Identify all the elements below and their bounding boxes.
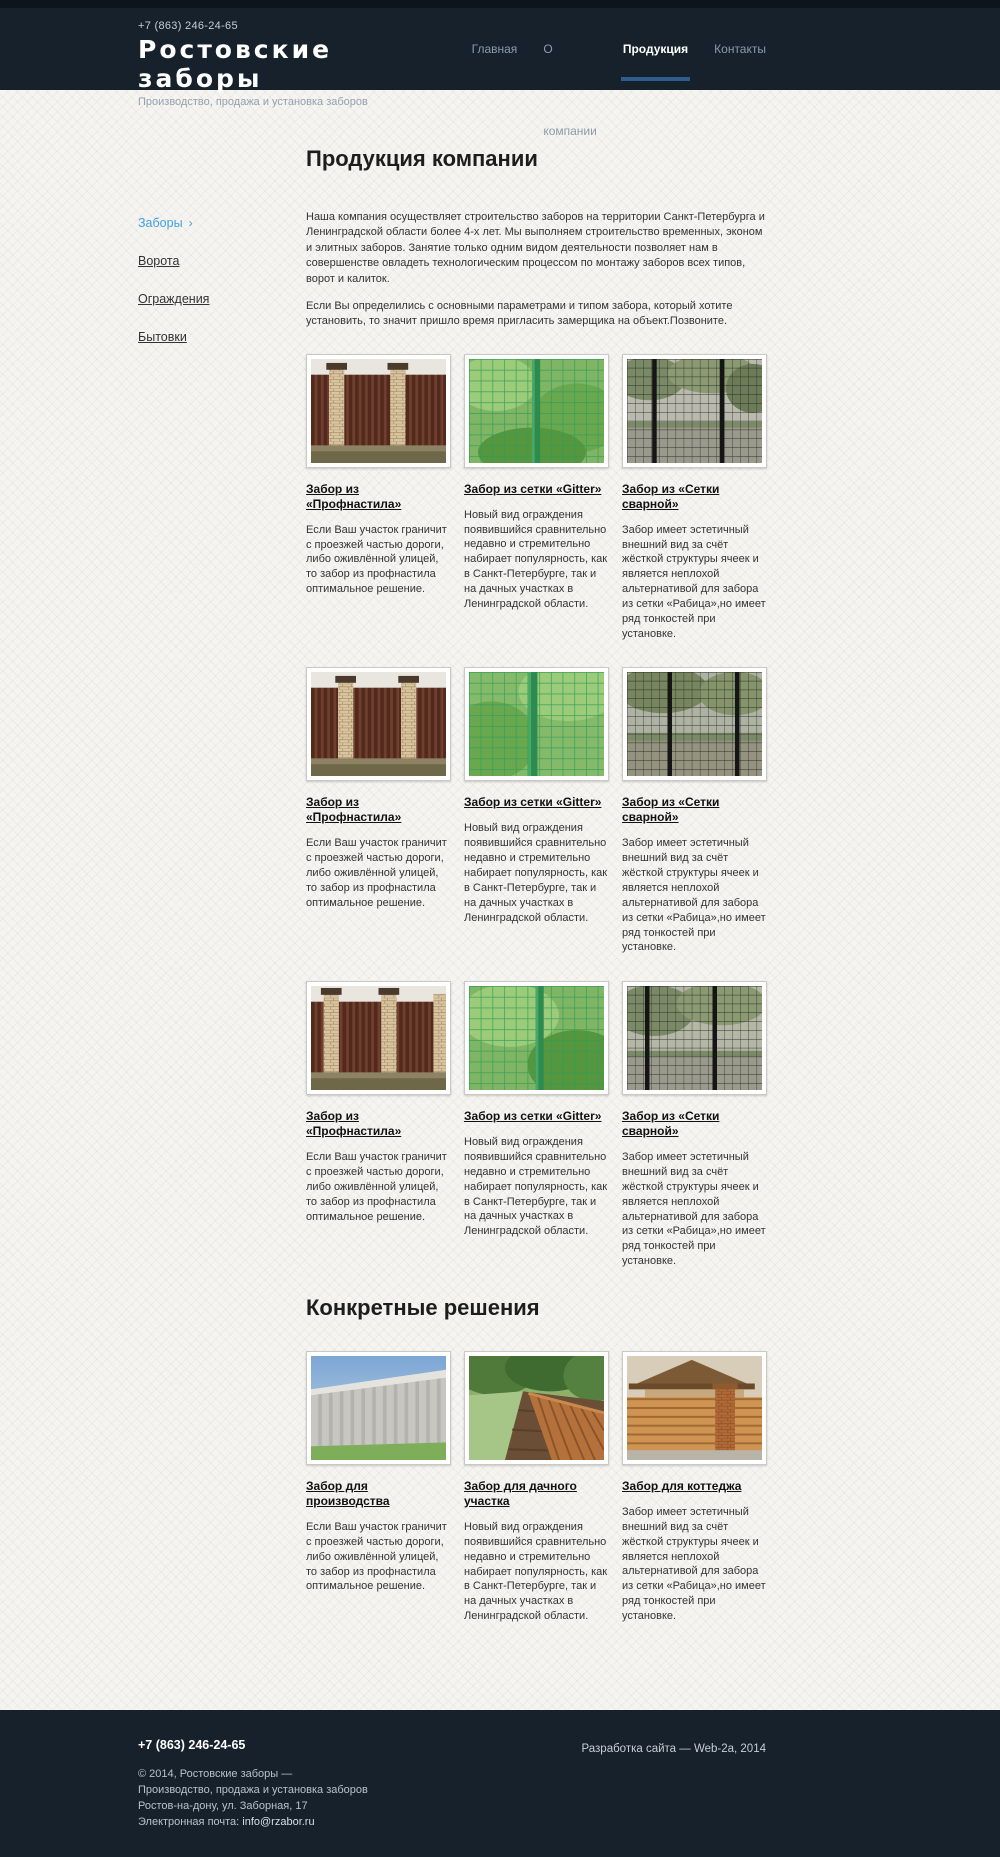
gitter-mesh-fence-image[interactable] bbox=[464, 667, 609, 781]
solutions-row bbox=[306, 1351, 766, 1624]
intro-paragraph: Наша компания осуществляет строительство заборов на территории Санкт-Петербурга и Ленинградской области более 4-х лет. Мы выполняем строительство временных, эконом и элитных заборов. Занятие только одним видом деятельности позволяет нам в совершенстве овладеть технологическим процессом по монтажу заборов всех типов, ворот и калиток. bbox=[306, 211, 765, 285]
product-description: Если Ваш участок граничит с проезжей частью дороги, либо оживлённой улицей, то забор из профнастила оптимальное решение. bbox=[306, 523, 447, 596]
product-card bbox=[464, 981, 609, 1269]
sidebar-item-fences[interactable] bbox=[138, 212, 306, 234]
product-card bbox=[622, 354, 767, 642]
copyright-line: © 2014, Ростовские заборы — bbox=[138, 1767, 293, 1780]
concrete-fence-illustration bbox=[311, 1356, 446, 1460]
product-title-link[interactable]: Забор из сетки «Gitter» bbox=[464, 481, 602, 496]
product-title-link[interactable]: Забор из «Профнастила» bbox=[306, 1109, 402, 1139]
nav-item-contacts[interactable]: Контакты bbox=[714, 42, 766, 56]
solution-title-link[interactable]: Забор для производства bbox=[306, 1478, 390, 1508]
email-link[interactable]: info@rzabor.ru bbox=[242, 1815, 315, 1828]
site-tagline: Производство, продажа и установка заборов bbox=[138, 96, 368, 108]
solution-title-link[interactable]: Забор для дачного участка bbox=[464, 1478, 577, 1508]
footer-left bbox=[138, 1738, 368, 1831]
garden-fence-illustration bbox=[469, 1356, 604, 1460]
gitter-mesh-fence-image[interactable] bbox=[464, 354, 609, 468]
site-logo[interactable]: Ростовские заборы bbox=[138, 35, 333, 93]
product-card bbox=[306, 354, 451, 642]
sidebar-item-gates[interactable]: Ворота bbox=[138, 254, 180, 268]
product-description: Забор имеет эстетичный внешний вид за счёт жёсткой структуры ячеек и является неплохой альтернативой для забора из сетки «Рабица»,но имеет ряд тонкостей при установке. bbox=[622, 1151, 766, 1268]
welded-mesh-fence-illustration bbox=[627, 986, 762, 1090]
product-row bbox=[306, 981, 766, 1269]
profnastil-fence-image[interactable] bbox=[306, 667, 451, 781]
copyright-line: Ростов-на-дону, ул. Заборная, 17 bbox=[138, 1799, 308, 1812]
product-card bbox=[306, 981, 451, 1269]
solution-title-link[interactable]: Забор для коттеджа bbox=[622, 1478, 742, 1493]
sidebar-item-enclosures[interactable]: Ограждения bbox=[138, 292, 210, 306]
product-description: Забор имеет эстетичный внешний вид за счёт жёсткой структуры ячеек и является неплохой альтернативой для забора из сетки «Рабица»,но имеет ряд тонкостей при установке. bbox=[622, 837, 766, 954]
sidebar-item-cabins[interactable]: Бытовки bbox=[138, 330, 187, 344]
nav-item-home[interactable]: Главная bbox=[471, 42, 518, 56]
welded-mesh-fence-illustration bbox=[627, 672, 762, 776]
product-description: Новый вид ограждения появившийся сравнительно недавно и стремительно набирает популярность, как в Санкт-Петербурге, так и на дачных участках в Ленинградской области. bbox=[464, 822, 608, 924]
product-card bbox=[622, 981, 767, 1269]
intro-paragraph: Если Вы определились с основными параметрами и типом забора, который хотите установить, то значит пришло время пригласить замерщика на объект.Позвоните. bbox=[306, 299, 733, 328]
garden-wooden-fence-image[interactable] bbox=[464, 1351, 609, 1465]
page-title: Продукция компании bbox=[306, 146, 538, 171]
developer-credits: Разработка сайта — Web-2a, 2014 bbox=[581, 1742, 766, 1755]
product-row bbox=[306, 354, 766, 642]
product-card bbox=[622, 667, 767, 955]
gitter-mesh-fence-image[interactable] bbox=[464, 981, 609, 1095]
profnastil-fence-image[interactable] bbox=[306, 981, 451, 1095]
concrete-fence-image[interactable] bbox=[306, 1351, 451, 1465]
product-description: Если Ваш участок граничит с проезжей частью дороги, либо оживлённой улицей, то забор из профнастила оптимальное решение. bbox=[306, 837, 447, 909]
footer-phone: +7 (863) 246-24-65 bbox=[138, 1737, 246, 1752]
solutions-title: Конкретные решения bbox=[306, 1294, 540, 1320]
intro-text bbox=[306, 210, 766, 330]
footer-copyright bbox=[138, 1767, 368, 1831]
product-title-link[interactable]: Забор из «Сетки сварной» bbox=[622, 1109, 720, 1139]
product-title-link[interactable]: Забор из сетки «Gitter» bbox=[464, 795, 602, 810]
profnastil-fence-illustration bbox=[311, 359, 446, 463]
profnastil-fence-illustration bbox=[311, 986, 446, 1090]
product-title-link[interactable]: Забор из «Сетки сварной» bbox=[622, 795, 720, 825]
product-title-link[interactable]: Забор из «Сетки сварной» bbox=[622, 481, 720, 511]
product-description: Новый вид ограждения появившийся сравнительно недавно и стремительно набирает популярность, как в Санкт-Петербурге, так и на дачных участках в Ленинградской области. bbox=[464, 508, 608, 610]
welded-mesh-fence-image[interactable] bbox=[622, 667, 767, 781]
welded-mesh-fence-image[interactable] bbox=[622, 981, 767, 1095]
product-row bbox=[306, 667, 766, 955]
cottage-fence-image[interactable] bbox=[622, 1351, 767, 1465]
product-title-link[interactable]: Забор из сетки «Gitter» bbox=[464, 1109, 602, 1124]
cottage-fence-illustration bbox=[627, 1356, 762, 1460]
gitter-fence-illustration bbox=[469, 359, 604, 463]
profnastil-fence-illustration bbox=[311, 672, 446, 776]
product-title-link[interactable]: Забор из «Профнастила» bbox=[306, 481, 402, 511]
site-header bbox=[0, 8, 1000, 138]
brand-block bbox=[138, 8, 446, 108]
welded-mesh-fence-image[interactable] bbox=[622, 354, 767, 468]
solution-card bbox=[464, 1351, 609, 1624]
product-card bbox=[464, 354, 609, 642]
top-strip bbox=[0, 0, 1000, 8]
solution-description: Новый вид ограждения появившийся сравнительно недавно и стремительно набирает популярность, как в Санкт-Петербурге, так и на дачных участках в Ленинградской области. bbox=[464, 1520, 608, 1623]
sidebar-menu bbox=[138, 210, 306, 1650]
nav-item-products[interactable]: Продукция bbox=[623, 8, 688, 90]
product-description: Если Ваш участок граничит с проезжей частью дороги, либо оживлённой улицей, то забор из профнастила оптимальное решение. bbox=[306, 1151, 447, 1223]
gitter-fence-illustration bbox=[469, 986, 604, 1090]
main-nav bbox=[446, 8, 766, 138]
gitter-fence-illustration bbox=[469, 672, 604, 776]
site-footer bbox=[0, 1710, 1000, 1857]
solution-description: Если Ваш участок граничит с проезжей частью дороги, либо оживлённой улицей, то забор из профнастила оптимальное решение. bbox=[306, 1520, 447, 1593]
chevron-right-icon: › bbox=[188, 216, 193, 230]
product-title-link[interactable]: Забор из «Профнастила» bbox=[306, 795, 402, 825]
profnastil-fence-image[interactable] bbox=[306, 354, 451, 468]
solution-card bbox=[622, 1351, 767, 1624]
product-card bbox=[306, 667, 451, 955]
welded-mesh-fence-illustration bbox=[627, 359, 762, 463]
nav-item-about[interactable]: О компании bbox=[543, 42, 597, 138]
copyright-line: Производство, продажа и установка заборов bbox=[138, 1783, 368, 1796]
solution-description: Забор имеет эстетичный внешний вид за счёт жёсткой структуры ячеек и является неплохой альтернативой для забора из сетки «Рабица»,но имеет ряд тонкостей при установке. bbox=[622, 1505, 766, 1622]
product-description: Новый вид ограждения появившийся сравнительно недавно и стремительно набирает популярность, как в Санкт-Петербурге, так и на дачных участках в Ленинградской области. bbox=[464, 1136, 608, 1238]
solution-card bbox=[306, 1351, 451, 1624]
sidebar-item-label: Заборы bbox=[138, 216, 183, 230]
product-card bbox=[464, 667, 609, 955]
email-label: Электронная почта: bbox=[138, 1815, 243, 1828]
footer-email-line bbox=[138, 1815, 368, 1831]
product-description: Забор имеет эстетичный внешний вид за счёт жёсткой структуры ячеек и является неплохой альтернативой для забора из сетки «Рабица»,но имеет ряд тонкостей при установке. bbox=[622, 523, 766, 640]
header-phone: +7 (863) 246-24-65 bbox=[138, 20, 238, 32]
page-content bbox=[0, 90, 1000, 1710]
